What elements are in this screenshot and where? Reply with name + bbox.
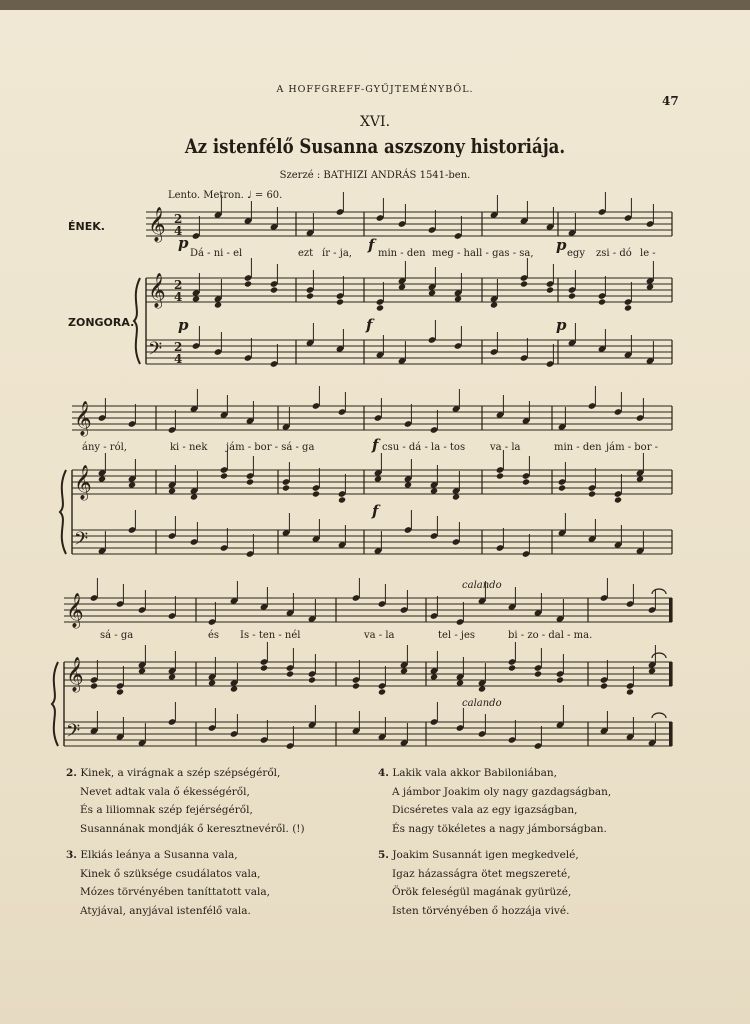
verse-line: Lakik vala akkor Babiloniában, (392, 767, 557, 779)
verse-number: 4. (378, 767, 389, 779)
notehead (522, 478, 530, 485)
lyric-syllables: Dá - ni - el (190, 248, 243, 259)
notehead (496, 472, 504, 479)
final-barline (669, 662, 672, 686)
verse-number: 5. (378, 849, 389, 861)
dynamic-p: p (556, 316, 567, 334)
notehead (520, 280, 528, 287)
lyric-syllables: ki - nek (170, 442, 208, 453)
notehead (306, 292, 314, 299)
dynamic-f: f (372, 502, 379, 520)
dynamic-f: f (366, 316, 373, 334)
time-signature-icon: 2 (174, 278, 183, 292)
fermata-icon (652, 653, 666, 658)
verse-number: 2. (66, 767, 77, 779)
lyric-syllables: meg - hall - gas - sa, (432, 248, 534, 259)
fermata-icon (652, 589, 666, 594)
verse-line: És nagy tökéletes a nagy jámborságban. (392, 822, 607, 835)
notehead (244, 280, 252, 287)
treble-clef-icon: 𝄞 (74, 401, 92, 436)
time-signature-icon: 2 (174, 340, 183, 354)
brace-icon (60, 470, 66, 554)
calando-marking: calando (462, 698, 502, 709)
verse-line: Igaz házasságra ötet megszereté, (392, 867, 571, 880)
notehead (626, 688, 634, 695)
notehead (624, 304, 632, 311)
voice-label: ÉNEK. (68, 220, 105, 233)
lyric-syllables: csu - dá - la - tos (382, 442, 466, 453)
lyric-syllables: egy (567, 248, 585, 259)
notehead (286, 670, 294, 677)
running-header: A HOFFGREFF-GYŰJTEMÉNYBŐL. (276, 84, 474, 95)
lyric-syllables: ír - ja, (322, 248, 352, 259)
notehead (614, 496, 622, 503)
notehead (558, 484, 566, 491)
lyric-syllables: le - (640, 248, 656, 259)
treble-clef-icon: 𝄞 (74, 465, 92, 500)
notehead (260, 664, 268, 671)
verse-line: Dicséretes vala az egy igazságban, (392, 804, 578, 816)
treble-clef-icon: 𝄞 (148, 273, 166, 308)
notehead (600, 682, 608, 689)
brace-icon (134, 278, 140, 364)
calando-marking: calando (462, 580, 502, 591)
verse-line: És a liliomnak szép fejérségéről, (80, 804, 253, 816)
verse-line: Kinek, a virágnak a szép szépségéről, (80, 767, 281, 779)
verse-line: Elkiás leánya a Susanna vala, (80, 849, 238, 861)
lyric-syllables: bi - zo - dal - ma. (508, 630, 593, 641)
notehead (220, 472, 228, 479)
notehead (270, 286, 278, 293)
lyric-syllables: jám - bor - sá - ga (226, 442, 315, 453)
notehead (534, 670, 542, 677)
piece-title: Az istenfélő Susanna aszszony historiája. (184, 134, 566, 158)
final-barline (669, 722, 672, 746)
verse-line: A jámbor Joakim oly nagy gazdagságban, (392, 785, 612, 798)
treble-clef-icon: 𝄞 (66, 657, 84, 692)
time-signature-icon: 2 (174, 212, 183, 226)
time-signature-icon: 4 (174, 224, 183, 238)
notehead (116, 688, 124, 695)
lyric-syllables: min - den (378, 248, 426, 259)
page-number: 47 (662, 94, 679, 108)
lyric-syllables: sá - ga (100, 630, 134, 641)
bass-clef-icon: 𝄢 (66, 721, 81, 746)
notehead (556, 676, 564, 683)
lyric-syllables: va - la (490, 442, 521, 453)
piece-number: XVI. (359, 114, 391, 130)
treble-clef-icon: 𝄞 (66, 593, 84, 628)
lyric-syllables: va - la (364, 630, 395, 641)
notehead (508, 664, 516, 671)
treble-clef-icon: 𝄞 (148, 207, 166, 242)
dynamic-f: f (372, 436, 379, 454)
notehead (352, 682, 360, 689)
tempo-marking: Lento. Metron. ♩ = 60. (168, 190, 283, 201)
dynamic-p: p (178, 234, 189, 252)
notehead (376, 304, 384, 311)
notehead (338, 496, 346, 503)
lyric-syllables: min - den (554, 442, 602, 453)
lyric-syllables: zsi - dó (596, 248, 632, 259)
verse-5 (378, 846, 579, 920)
notehead (598, 298, 606, 305)
verse-line: Atyjával, anyjával istenfélő vala. (80, 904, 251, 917)
verse-line: Kinek ő szüksége csudálatos vala, (80, 867, 261, 880)
lyric-syllables: jám - bor - (606, 442, 659, 453)
brace-icon (52, 662, 58, 746)
bass-clef-icon: 𝄢 (74, 529, 89, 554)
verse-line: Nevet adtak vala ő ékességéről, (80, 785, 250, 798)
final-barline (669, 598, 672, 622)
lyric-syllables: ány - ról, (82, 442, 127, 453)
notehead (308, 676, 316, 683)
lyric-syllables: tel - jes (438, 630, 476, 641)
notehead (312, 490, 320, 497)
notehead (246, 478, 254, 485)
verse-line: Joakim Susannát igen megkedvelé, (392, 849, 579, 861)
notehead (546, 286, 554, 293)
verse-3 (66, 846, 270, 920)
time-signature-icon: 4 (174, 352, 183, 366)
verse-line: Isten törvényében ő hozzája vivé. (392, 904, 570, 917)
author-credit: Szerzé : BATHIZI ANDRÁS 1541-ben. (279, 170, 471, 181)
verse-line: Mózes törvényében taníttatott vala, (80, 886, 270, 898)
notehead (282, 484, 290, 491)
lyric-syllables: Is - ten - nél (240, 630, 301, 641)
notehead (378, 688, 386, 695)
notehead (336, 298, 344, 305)
lyric-syllables: ezt (298, 248, 314, 259)
score-page (0, 10, 750, 1024)
fermata-icon (652, 713, 666, 718)
time-signature-icon: 4 (174, 290, 183, 304)
notehead (568, 292, 576, 299)
dynamic-p: p (556, 236, 567, 254)
piano-label: ZONGORA. (68, 316, 135, 329)
notehead (588, 490, 596, 497)
verse-2 (66, 764, 305, 838)
verse-number: 3. (66, 849, 77, 861)
verse-line: Susannának mondják ő keresztnevéről. (!) (80, 822, 305, 835)
bass-clef-icon: 𝄢 (148, 339, 163, 364)
dynamic-f: f (368, 236, 375, 254)
verse-4 (378, 764, 611, 838)
dynamic-p: p (178, 316, 189, 334)
verse-line: Örök feleségül magának gyürüzé, (392, 886, 572, 898)
notehead (90, 682, 98, 689)
lyric-syllables: és (208, 630, 220, 641)
